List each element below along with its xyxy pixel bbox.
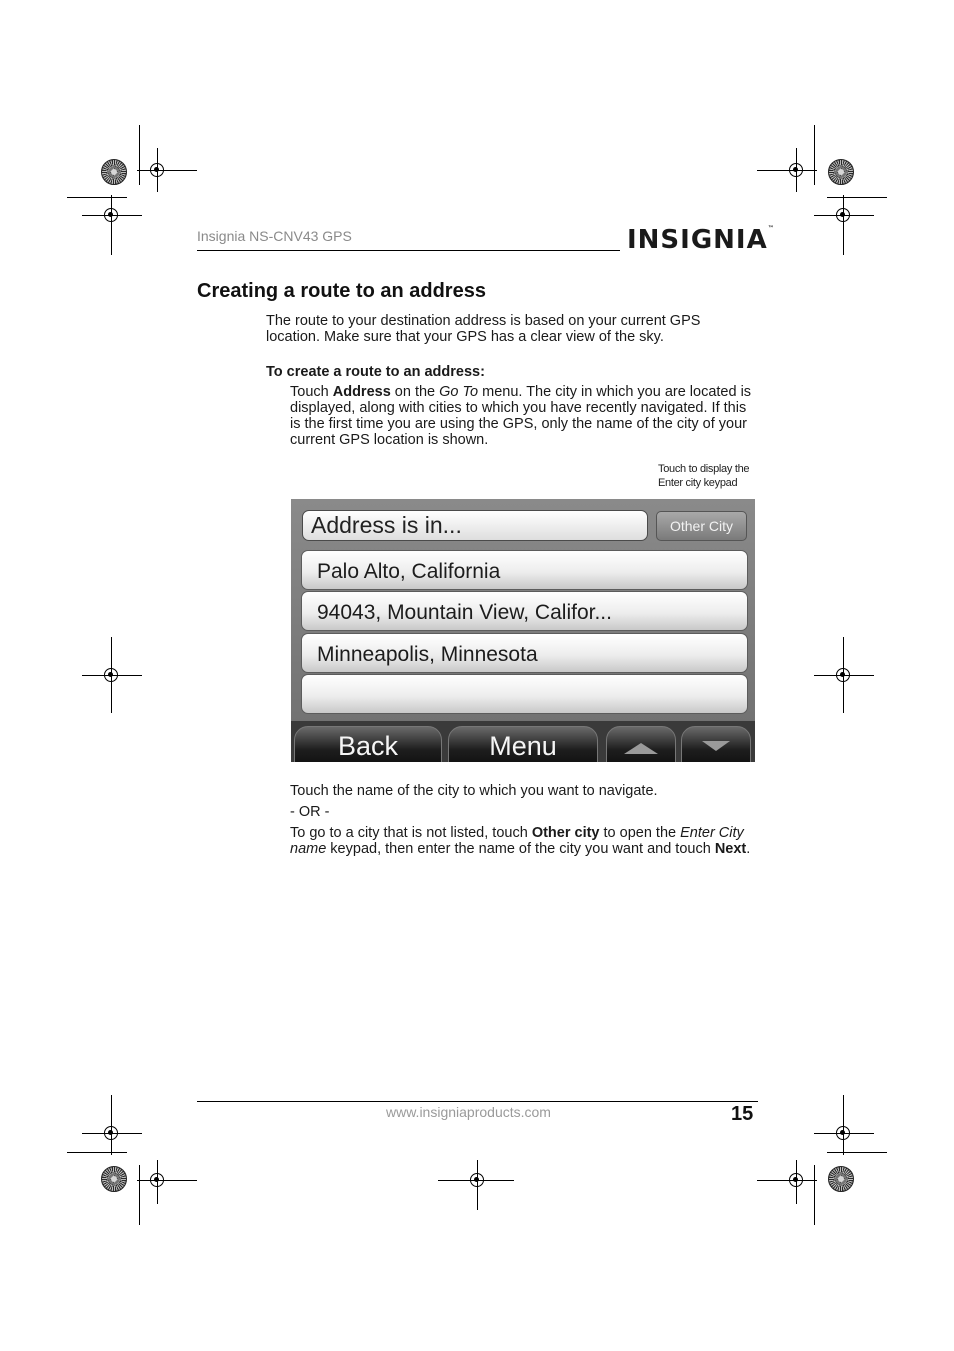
back-button[interactable]: Back [294, 726, 442, 762]
footer-rule [197, 1101, 758, 1102]
other-city-button[interactable]: Other City [656, 511, 747, 541]
city-list-item[interactable]: Minneapolis, Minnesota [301, 633, 748, 673]
step-1: Touch Address on the Go To menu. The city in which you are located is displayed, along with cities to which you have recently navigated. If this is the first time you are using the GPS, only the name of the city of your current GPS location is shown. [290, 384, 752, 448]
scroll-down-button[interactable] [681, 726, 751, 762]
address-is-in-title: Address is in... [302, 510, 648, 541]
city-list-item[interactable]: 94043, Mountain View, Califor... [301, 591, 748, 631]
procedure-heading: To create a route to an address: [266, 364, 485, 380]
sunburst-mark [101, 1166, 127, 1192]
section-title: Creating a route to an address [197, 280, 486, 302]
header-rule [197, 250, 620, 251]
city-list-item[interactable] [301, 674, 748, 714]
step-2-alternative: To go to a city that is not listed, touch Other city to open the Enter City name keypad, then enter the name of the city you want and touch Next. [290, 825, 751, 857]
gps-screen [291, 499, 755, 762]
step-2: Touch the name of the city to which you want to navigate. [290, 783, 658, 799]
sunburst-mark [101, 159, 127, 185]
callout-label: Touch to display the Enter city keypad [658, 463, 750, 489]
footer-url: www.insigniaproducts.com [386, 1104, 551, 1120]
page-number: 15 [731, 1103, 754, 1125]
sunburst-mark [828, 1166, 854, 1192]
menu-button[interactable]: Menu [448, 726, 598, 762]
insignia-logo: INSIGNIA™ [627, 225, 775, 255]
arrow-up-icon [624, 743, 658, 754]
scroll-up-button[interactable] [606, 726, 676, 762]
arrow-down-icon [702, 741, 730, 751]
city-list-item[interactable]: Palo Alto, California [301, 550, 748, 590]
sunburst-mark [828, 159, 854, 185]
intro-paragraph: The route to your destination address is based on your current GPS location. Make sure that your GPS has a clear view of the sky. [266, 313, 701, 345]
or-separator: - OR - [290, 804, 330, 820]
running-title: Insignia NS-CNV43 GPS [197, 228, 352, 244]
